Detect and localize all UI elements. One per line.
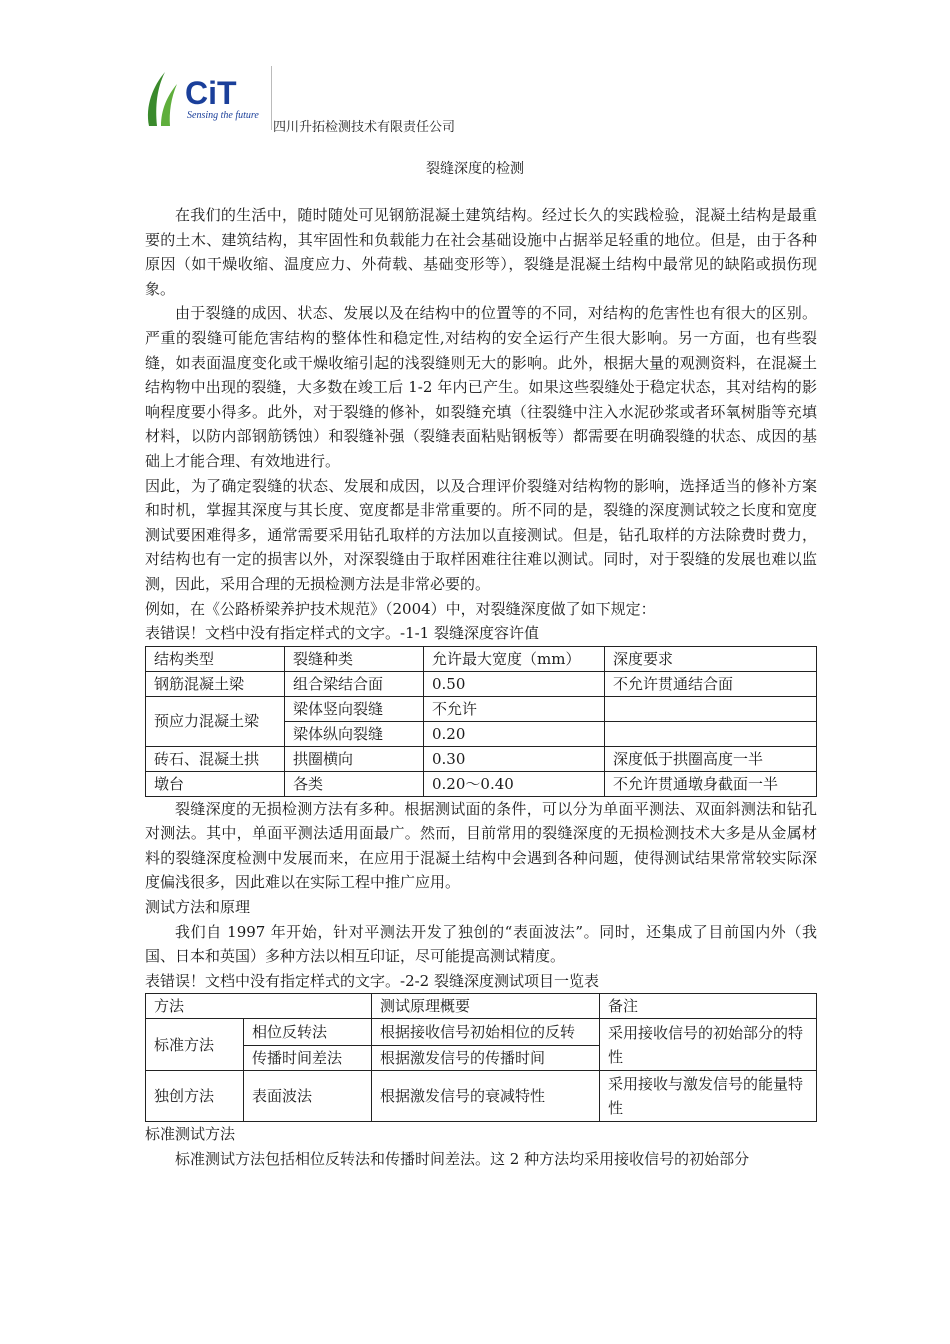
table-header-row xyxy=(146,646,817,671)
table-cell: 0.20 xyxy=(424,721,605,746)
table-cell: 各类 xyxy=(285,771,424,796)
logo-slogan: Sensing the future xyxy=(187,110,259,121)
paragraph-importance: 因此，为了确定裂缝的状态、发展和成因，以及合理评价裂缝对结构物的影响，选择适当的修补方案和时机，掌握其深度与其长度、宽度都是非常重要的。所不同的是，裂缝的深度测试较之长度和宽度测试要困难得多，通常需要采用钻孔取样的方法加以直接测试。但是，钻孔取样的方法除费时费力，对结构也有一定的损害以外，对深裂缝由于取样困难往往难以测试。同时，对于裂缝的发展也难以监测，因此，采用合理的无损检测方法是非常必要的。 xyxy=(145,476,817,593)
table-cell: 0.50 xyxy=(424,671,605,696)
section-heading-test-methods: 测试方法和原理 xyxy=(145,898,251,917)
table-cell: 砖石、混凝土拱 xyxy=(146,746,285,771)
table-cell: 采用接收信号的初始部分的特性 xyxy=(600,1019,817,1071)
table-cell: 深度低于拱圈高度一半 xyxy=(605,746,817,771)
table-cell: 0.20～0.40 xyxy=(424,771,605,796)
table-cell: 表面波法 xyxy=(244,1071,372,1122)
table-cell: 组合梁结合面 xyxy=(285,671,424,696)
table-cell: 传播时间差法 xyxy=(244,1046,372,1071)
table-row xyxy=(146,746,817,771)
table-cell: 不允许贯通墩身截面一半 xyxy=(605,771,817,796)
paragraph-surface-wave: 我们自 1997 年开始，针对平测法开发了独创的“表面波法”。同时，还集成了目前国内外（我国、日本和英国）多种方法以相互印证，尽可能提高测试精度。 xyxy=(145,922,817,966)
table-cell: 梁体纵向裂缝 xyxy=(285,721,424,746)
table-header-cell: 方法 xyxy=(146,994,372,1019)
table-cell xyxy=(605,721,817,746)
table-cell xyxy=(605,696,817,721)
table-cell: 独创方法 xyxy=(146,1071,244,1122)
paragraph-example: 例如，在《公路桥梁养护技术规范》（2004）中，对裂缝深度做了如下规定： xyxy=(145,599,656,618)
table-header-cell: 备注 xyxy=(600,994,817,1019)
table1-caption: 表错误！文档中没有指定样式的文字。-1-1 裂缝深度容许值 xyxy=(145,624,539,643)
table-cell: 0.30 xyxy=(424,746,605,771)
crack-depth-allowance-table xyxy=(145,646,817,797)
company-name: 四川升拓检测技术有限责任公司 xyxy=(273,120,456,135)
table-cell: 根据激发信号的传播时间 xyxy=(372,1046,600,1071)
table-row xyxy=(146,771,817,796)
table-cell: 相位反转法 xyxy=(244,1019,372,1046)
table-cell: 根据接收信号初始相位的反转 xyxy=(372,1019,600,1046)
test-methods-table xyxy=(145,993,817,1122)
table-header-cell: 测试原理概要 xyxy=(372,994,600,1019)
document-title: 裂缝深度的检测 xyxy=(426,161,524,177)
table-header-cell: 允许最大宽度（mm） xyxy=(424,646,605,671)
table2-caption: 表错误！文档中没有指定样式的文字。-2-2 裂缝深度测试项目一览表 xyxy=(145,971,599,990)
section-heading-standard-methods: 标准测试方法 xyxy=(145,1125,236,1144)
table-row xyxy=(146,1071,817,1122)
table-cell: 预应力混凝土梁 xyxy=(146,696,285,746)
table-row xyxy=(146,696,817,721)
table-header-cell: 裂缝种类 xyxy=(285,646,424,671)
table-header-cell: 结构类型 xyxy=(146,646,285,671)
paragraph-causes: 由于裂缝的成因、状态、发展以及在结构中的位置等的不同，对结构的危害性也有很大的区别。严重的裂缝可能危害结构的整体性和稳定性,对结构的安全运行产生很大影响。另一方面，也有些裂缝，如表面温度变化或干燥收缩引起的浅裂缝则无大的影响。此外，根据大量的观测资料，在混凝土结构物中出现的裂缝，大多数在竣工后 1-2 年内已产生。如果这些裂缝处于稳定状态，其对结构的影响程度要小得多。此外，对于裂缝的修补，如裂缝充填（往裂缝中注入水泥砂浆或者环氧树脂等充填材料，以防内部钢筋锈蚀）和裂缝补强（裂缝表面粘贴钢板等）都需要在明确裂缝的状态、成因的基础上才能合理、有效地进行。 xyxy=(145,304,817,470)
table-header-row xyxy=(146,994,817,1019)
document-body xyxy=(145,203,817,1172)
table-header-cell: 深度要求 xyxy=(605,646,817,671)
paragraph-intro: 在我们的生活中，随时随处可见钢筋混凝土建筑结构。经过长久的实践检验，混凝土结构是最重要的土木、建筑结构，其牢固性和负载能力在社会基础设施中占据举足轻重的地位。但是，由于各种原因（如干燥收缩、温度应力、外荷载、基础变形等），裂缝是混凝土结构中最常见的缺陷或损伤现象。 xyxy=(145,206,817,298)
paragraph-standard-methods: 标准测试方法包括相位反转法和传播时间差法。这 2 种方法均采用接收信号的初始部分 xyxy=(175,1150,750,1169)
table-cell: 钢筋混凝土梁 xyxy=(146,671,285,696)
table-cell: 不允许 xyxy=(424,696,605,721)
table-row xyxy=(146,671,817,696)
logo-text: CiT xyxy=(185,75,237,111)
table-cell: 根据激发信号的衰减特性 xyxy=(372,1071,600,1122)
table-cell: 梁体竖向裂缝 xyxy=(285,696,424,721)
table-cell: 采用接收与激发信号的能量特性 xyxy=(600,1071,817,1122)
table-cell: 标准方法 xyxy=(146,1019,244,1071)
table-cell: 墩台 xyxy=(146,771,285,796)
table-cell: 拱圈横向 xyxy=(285,746,424,771)
table-cell: 不允许贯通结合面 xyxy=(605,671,817,696)
table-row xyxy=(146,1019,817,1046)
company-logo xyxy=(143,66,272,130)
paragraph-ndt-methods: 裂缝深度的无损检测方法有多种。根据测试面的条件，可以分为单面平测法、双面斜测法和钻孔对测法。其中，单面平测法适用面最广。然而，目前常用的裂缝深度的无损检测技术大多是从金属材料的裂缝深度检测中发展而来，在应用于混凝土结构中会遇到各种问题，使得测试结果常常较实际深度偏浅很多，因此难以在实际工程中推广应用。 xyxy=(145,799,817,892)
